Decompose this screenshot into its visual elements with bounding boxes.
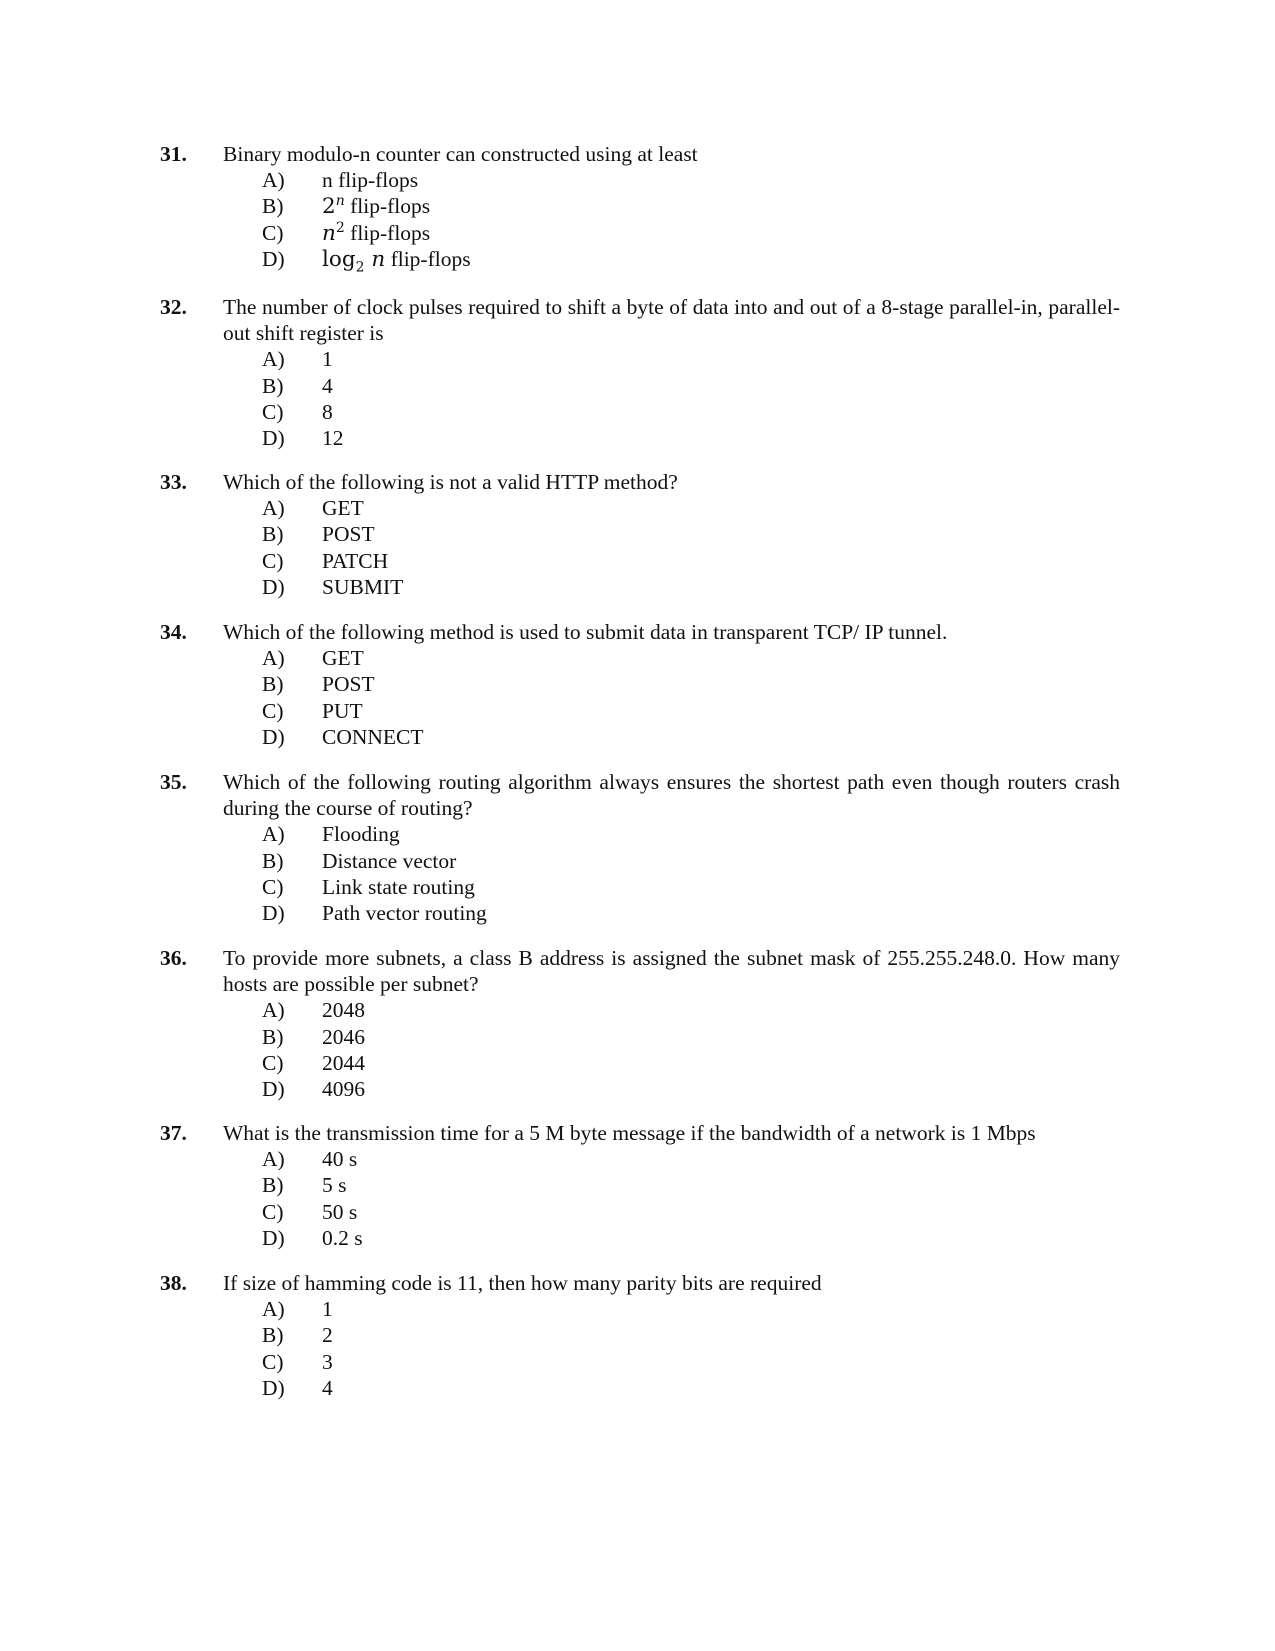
math-superscript: n [335,193,345,210]
option-list [262,167,1120,276]
option-letter: B) [262,373,284,398]
option-letter: A) [262,347,285,372]
option-letter: B) [262,1024,284,1049]
math-argument: n [364,246,386,272]
question-31 [160,141,1120,293]
option-text: Path vector routing [322,900,487,925]
option-text: 2048 [322,998,365,1023]
option-text: 4 [322,1375,333,1400]
option-text: 1 [322,347,333,372]
option-b [262,373,1120,399]
question-number: 38. [160,1271,187,1295]
question-38 [160,1270,1120,1422]
option-list [262,1296,1120,1401]
option-b [262,193,1120,219]
option-d [262,246,1120,276]
option-text: 1 [322,1297,333,1322]
option-b [262,671,1120,697]
option-text: GET [322,646,364,671]
option-letter: D) [262,900,285,925]
option-text-suffix: flip-flops [385,246,471,271]
math-superscript: 2 [335,219,345,236]
option-b [262,1024,1120,1050]
option-c [262,399,1120,425]
option-text: 5 s [322,1173,347,1198]
option-text: 4 [322,373,333,398]
option-text: 40 s [322,1147,358,1172]
question-text: Which of the following is not a valid HTTP method? [223,470,678,494]
option-c [262,1050,1120,1076]
question-number: 31. [160,142,187,166]
option-text: 8 [322,399,333,424]
option-letter: A) [262,496,285,521]
option-letter: C) [262,220,284,245]
option-text: POST [322,672,375,697]
question-33 [160,469,1120,621]
option-letter: D) [262,1076,285,1101]
option-text: SUBMIT [322,574,404,599]
option-text [322,193,1120,219]
question-text: What is the transmission time for a 5 M byte message if the bandwidth of a network is 1 Mbps [223,1121,1036,1145]
question-36 [160,945,1120,1124]
option-letter: D) [262,1375,285,1400]
option-d [262,1076,1120,1102]
option-d [262,724,1120,750]
option-b [262,848,1120,874]
question-number: 32. [160,295,187,319]
option-text [322,246,1120,276]
option-text: Flooding [322,822,400,847]
option-letter: A) [262,646,285,671]
math-subscript: 2 [355,259,365,276]
question-number: 36. [160,946,187,970]
option-d [262,900,1120,926]
math-base: 2 [322,194,336,220]
option-text: 50 s [322,1199,358,1224]
option-letter: A) [262,998,285,1023]
option-letter: C) [262,548,284,573]
option-text-suffix: flip-flops [344,194,431,219]
math-base: n [322,220,336,246]
question-34 [160,619,1120,771]
option-d [262,1375,1120,1401]
option-letter: C) [262,698,284,723]
option-a [262,167,1120,193]
option-letter: D) [262,425,285,450]
question-text: Which of the following routing algorithm always ensures the shortest path even though routers crash during the course of routing? [223,770,1120,821]
option-letter: D) [262,574,285,599]
option-d [262,1225,1120,1251]
option-text: 4096 [322,1076,365,1101]
question-number: 37. [160,1121,187,1145]
question-text: The number of clock pulses required to shift a byte of data into and out of a 8-stage parallel-in, parallel-out shift register is [223,295,1120,346]
option-c [262,548,1120,574]
option-c [262,220,1120,246]
question-35 [160,769,1120,948]
question-text: If size of hamming code is 11, then how many parity bits are required [223,1271,822,1295]
option-a [262,1296,1120,1322]
option-letter: D) [262,724,285,749]
option-d [262,574,1120,600]
question-text: Binary modulo-n counter can constructed using at least [223,142,698,166]
option-text: GET [322,496,364,521]
option-letter: A) [262,1147,285,1172]
option-a [262,495,1120,521]
option-text: Link state routing [322,874,475,899]
option-letter: D) [262,1225,285,1250]
option-letter: B) [262,1173,284,1198]
option-a [262,1146,1120,1172]
question-text: To provide more subnets, a class B address is assigned the subnet mask of 255.255.248.0. How many hosts are possible per subnet? [223,946,1120,997]
option-letter: A) [262,1297,285,1322]
option-d [262,425,1120,451]
option-text: 2046 [322,1024,365,1049]
option-text: Distance vector [322,848,457,873]
option-letter: B) [262,848,284,873]
option-text: 3 [322,1349,333,1374]
question-number: 35. [160,770,187,794]
option-text: POST [322,522,375,547]
option-letter: C) [262,1349,284,1374]
option-a [262,645,1120,671]
option-list [262,495,1120,600]
question-37 [160,1120,1120,1272]
option-list [262,1146,1120,1251]
option-letter: C) [262,399,284,424]
option-letter: B) [262,672,284,697]
option-letter: A) [262,822,285,847]
option-list [262,997,1120,1102]
question-number: 33. [160,470,187,494]
option-letter: C) [262,874,284,899]
option-a [262,346,1120,372]
option-text-suffix: flip-flops [344,220,431,245]
option-letter: B) [262,522,284,547]
option-b [262,1322,1120,1348]
option-a [262,997,1120,1023]
option-letter: D) [262,246,285,271]
option-text: 12 [322,425,344,450]
question-number: 34. [160,620,187,644]
option-text: 2 [322,1323,333,1348]
option-letter: B) [262,1323,284,1348]
option-text: 2044 [322,1050,365,1075]
option-text: PATCH [322,548,389,573]
option-letter: C) [262,1050,284,1075]
option-text: 0.2 s [322,1225,363,1250]
option-letter: B) [262,194,284,219]
option-letter: C) [262,1199,284,1224]
math-function: log [322,246,356,272]
option-b [262,1172,1120,1198]
option-b [262,521,1120,547]
option-c [262,1349,1120,1375]
question-text: Which of the following method is used to submit data in transparent TCP/ IP tunnel. [223,620,948,644]
option-list [262,346,1120,451]
option-c [262,874,1120,900]
option-list [262,645,1120,750]
question-32 [160,294,1120,473]
option-letter: A) [262,168,285,193]
option-text [322,220,1120,246]
option-c [262,1199,1120,1225]
option-c [262,698,1120,724]
option-text: CONNECT [322,724,424,749]
option-a [262,821,1120,847]
option-text: PUT [322,698,363,723]
option-text: n flip-flops [322,168,419,193]
option-list [262,821,1120,926]
